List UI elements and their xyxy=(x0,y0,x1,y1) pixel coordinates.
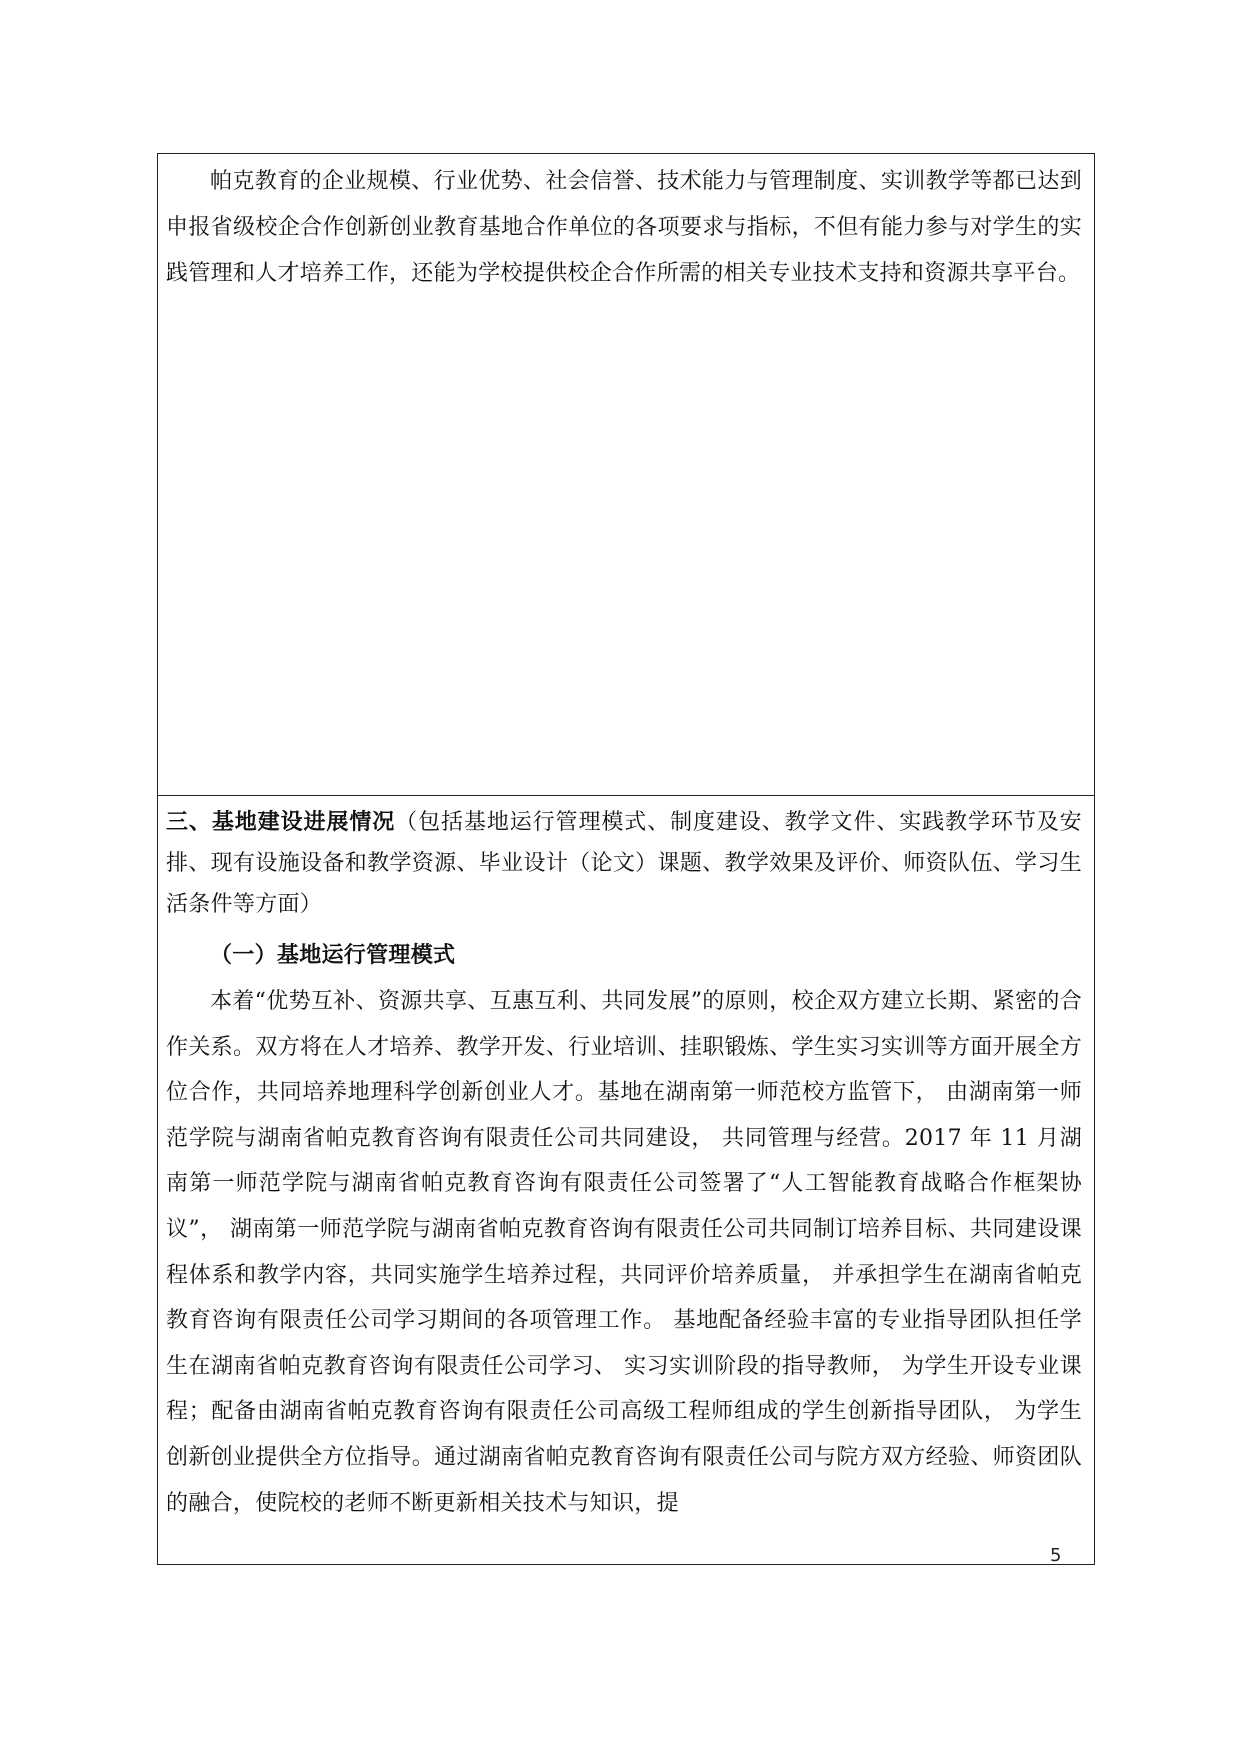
section-heading xyxy=(158,796,1094,925)
table-cell-base-construction xyxy=(158,796,1094,1564)
qualification-paragraph: 帕克教育的企业规模、行业优势、社会信誉、技术能力与管理制度、实训教学等都已达到申报省级校企合作创新创业教育基地合作单位的各项要求与指标，不但有能力参与对学生的实践管理和人才培养工作，还能为学校提供校企合作所需的相关专业技术支持和资源共享平台。 xyxy=(166,169,1082,286)
section-description: （包括基地运行管理模式、制度建设、教学文件、实践教学环节及安排、现有设施设备和教学资源、毕业设计（论文）课题、教学效果及评价、师资队伍、学习生活条件等方面） xyxy=(166,810,1082,917)
subsection-title: （一）基地运行管理模式 xyxy=(210,943,456,968)
table-cell-company-qualification xyxy=(158,154,1094,796)
section-title: 三、基地建设进展情况 xyxy=(166,810,396,835)
document-table xyxy=(157,153,1095,1565)
management-mode-paragraph: 本着“优势互补、资源共享、互惠互利、共同发展”的原则，校企双方建立长期、紧密的合作关系。双方将在人才培养、教学开发、行业培训、挂职锻炼、学生实习实训等方面开展全方位合作，共同培养地理科学创新创业人才。基地在湖南第一师范校方监管下， 由湖南第一师范学院与湖南省帕克教育咨询有限责任公司共同建设， 共同管理与经营。2017 年 11 月湖南第一师范学院与湖南省帕克教育咨询有限责任公司签署了“人工智能教育战略合作框架协议”， 湖南第一师范学院与湖南省帕克教育咨询有限责任公司共同制订培养目标、共同建设课程体系和教学内容，共同实施学生培养过程，共同评价培养质量， 并承担学生在湖南省帕克教育咨询有限责任公司学习期间的各项管理工作。 基地配备经验丰富的专业指导团队担任学生在湖南省帕克教育咨询有限责任公司学习、 实习实训阶段的指导教师， 为学生开设专业课程；配备由湖南省帕克教育咨询有限责任公司高级工程师组成的学生创新指导团队， 为学生创新创业提供全方位指导。通过湖南省帕克教育咨询有限责任公司与院方双方经验、师资团队的融合，使院校的老师不断更新相关技术与知识，提 xyxy=(166,989,1082,1516)
page-number: 5 xyxy=(1050,1545,1062,1566)
